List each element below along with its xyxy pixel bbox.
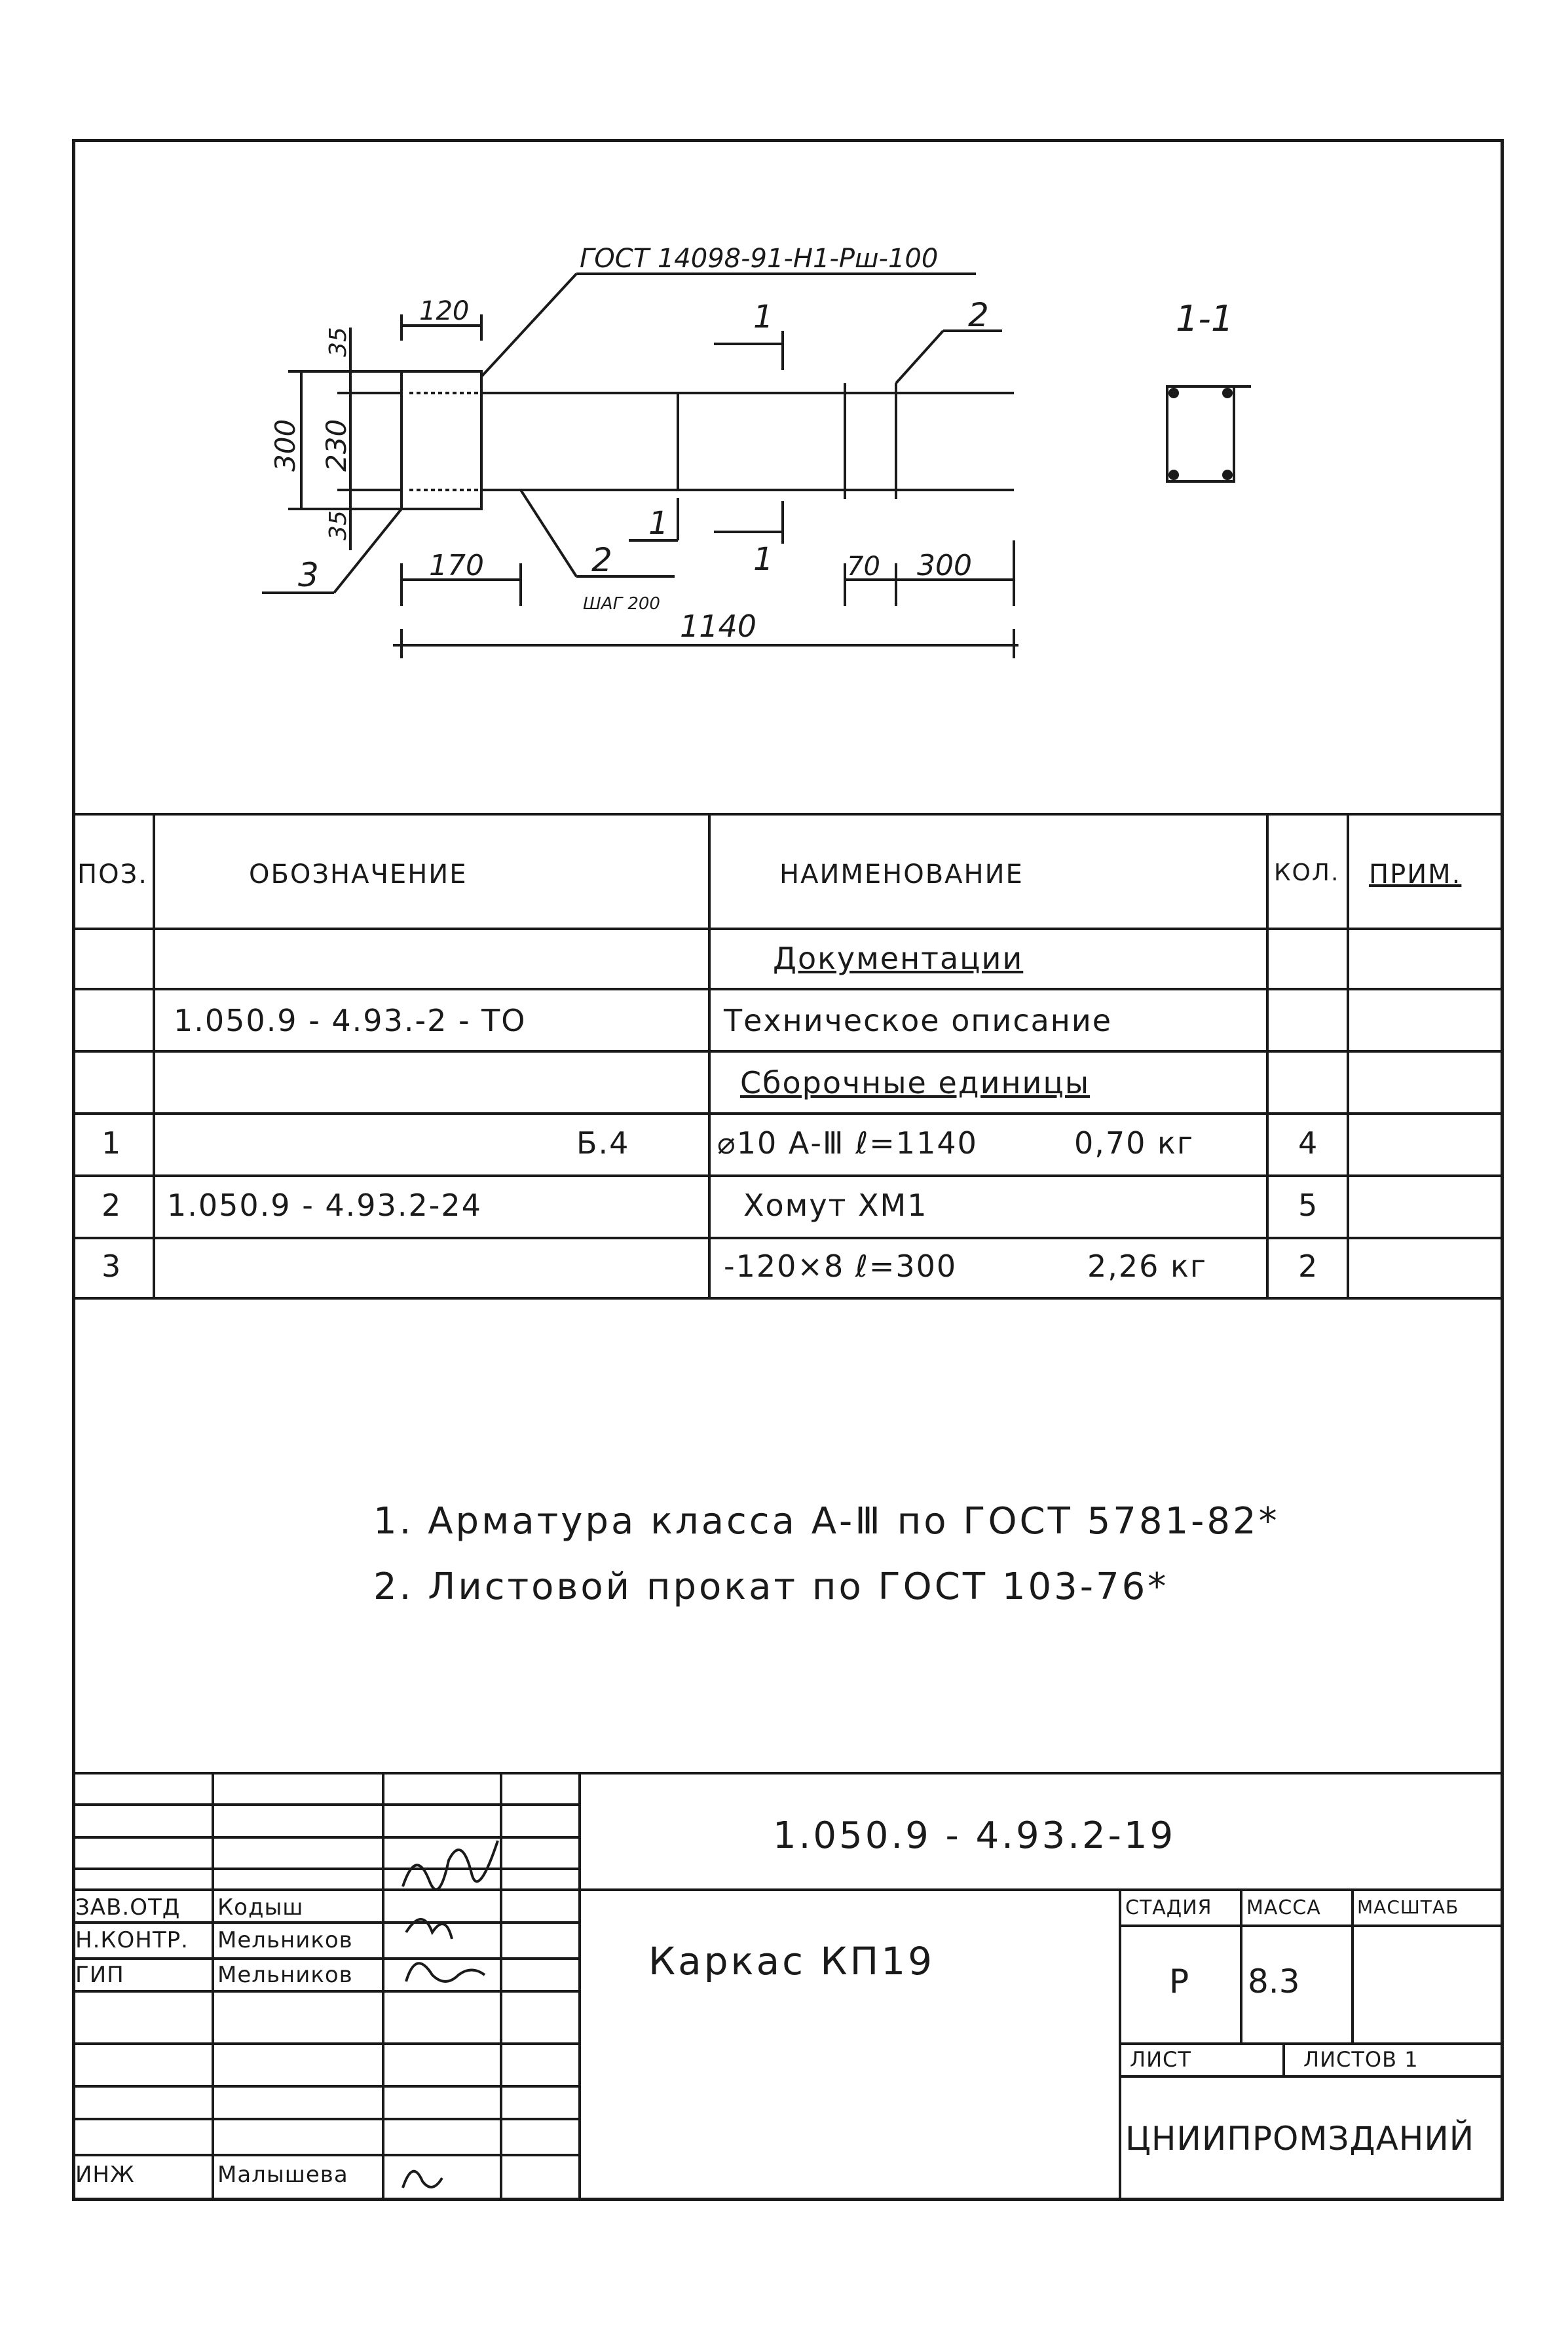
mass-value: 8.3 [1248, 1962, 1300, 2000]
row-2-name: Хомут ХМ1 [743, 1188, 928, 1223]
row-3-name: -120×8 ℓ=300 [724, 1248, 958, 1284]
dim-170: 170 [429, 549, 484, 582]
dim-70: 70 [847, 552, 880, 582]
row-3-qty: 2 [1298, 1248, 1319, 1284]
row-3-mass: 2,26 кг [1087, 1248, 1207, 1284]
step-label: ШАГ 200 [583, 594, 660, 614]
section-bar-tr [1222, 388, 1233, 398]
doc-name: Техническое описание [724, 1003, 1113, 1038]
dim-35-top: 35 [325, 327, 352, 357]
signature-name-1: Кодыш [217, 1894, 304, 1921]
section-bar-tl [1168, 388, 1179, 398]
header-note: ПРИМ. [1369, 859, 1462, 890]
stage-label: СТАДИЯ [1125, 1896, 1212, 1919]
signature-name-4: Малышева [217, 2162, 348, 2188]
sheets-label: ЛИСТОВ 1 [1303, 2047, 1419, 2072]
row-2-pos: 2 [102, 1188, 122, 1223]
signature-role-4: ИНЖ [75, 2162, 135, 2188]
signature-role-1: ЗАВ.ОТД [75, 1894, 181, 1921]
row-2-qty: 5 [1298, 1188, 1319, 1223]
signature-role-3: ГИП [75, 1962, 124, 1988]
section-mark-top: 1 [753, 299, 774, 335]
organization-name: ЦНИИПРОМЗДАНИЙ [1125, 2120, 1475, 2158]
row-1-qty: 4 [1298, 1125, 1319, 1161]
dim-1140: 1140 [680, 609, 757, 644]
note-1: 1. Арматура класса А-Ⅲ по ГОСТ 5781-82* [373, 1500, 1280, 1543]
header-designation: ОБОЗНАЧЕНИЕ [249, 859, 468, 890]
gost-leader-label: ГОСТ 14098-91-Н1-Рш-100 [580, 244, 939, 274]
dim-300-vertical: 300 [269, 419, 301, 472]
row-2-designation: 1.050.9 - 4.93.2-24 [167, 1188, 482, 1223]
row-3-pos: 3 [102, 1248, 122, 1284]
dim-230: 230 [320, 419, 352, 472]
section-assembly-units: Сборочные единицы [740, 1065, 1091, 1100]
stage-value: Р [1169, 1962, 1189, 2000]
section-bar-br [1222, 470, 1233, 480]
header-qty: КОЛ. [1274, 859, 1340, 886]
document-number: 1.050.9 - 4.93.2-19 [773, 1814, 1176, 1857]
section-title: 1-1 [1176, 298, 1234, 339]
section-bar-bl [1168, 470, 1179, 480]
section-mark-side: 1 [648, 505, 669, 542]
scale-label: МАСШТАБ [1357, 1896, 1459, 1918]
position-mark-2-bottom: 2 [591, 541, 612, 579]
header-name: НАИМЕНОВАНИЕ [779, 859, 1024, 890]
section-documentation: Документации [773, 941, 1024, 976]
row-1-pos: 1 [102, 1125, 122, 1161]
doc-designation: 1.050.9 - 4.93.-2 - ТО [174, 1003, 527, 1038]
note-2: 2. Листовой прокат по ГОСТ 103-76* [373, 1566, 1169, 1608]
dim-120: 120 [419, 296, 470, 326]
signature-name-2: Мельников [217, 1927, 353, 1953]
row-1-mass: 0,70 кг [1074, 1125, 1194, 1161]
row-1-designation: Б.4 [576, 1125, 630, 1161]
dim-35-bottom: 35 [325, 510, 352, 540]
product-name: Каркас КП19 [648, 1939, 935, 1983]
dim-300-horizontal: 300 [917, 549, 972, 582]
section-mark-bottom: 1 [753, 541, 774, 578]
signature-name-3: Мельников [217, 1962, 353, 1988]
sheet-label: ЛИСТ [1130, 2047, 1191, 2072]
section-1-1-outline [1167, 386, 1234, 481]
position-mark-3: 3 [298, 556, 319, 594]
header-pos: ПОЗ. [77, 859, 148, 890]
mass-label: МАССА [1246, 1896, 1321, 1919]
signature-role-2: Н.КОНТР. [75, 1927, 189, 1953]
row-1-name: ⌀10 А-Ⅲ ℓ=1140 [717, 1125, 978, 1161]
position-mark-2-top: 2 [968, 296, 989, 334]
